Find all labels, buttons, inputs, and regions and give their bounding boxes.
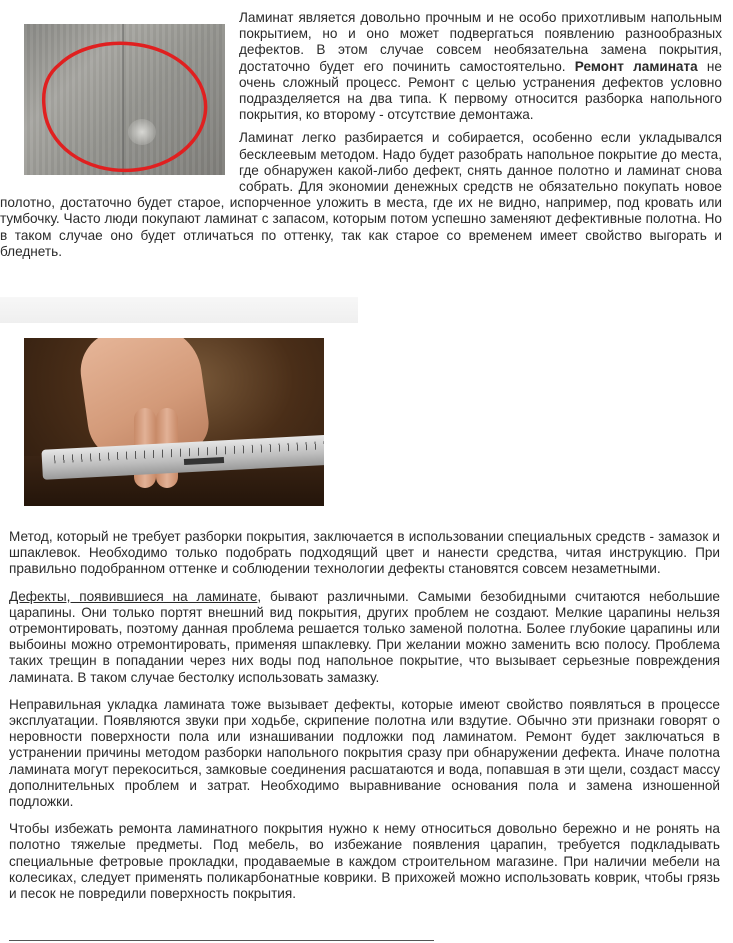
p1-text: Ламинат является довольно прочным и не особо прихотливым напольным покрытием, но и оно может подвергаться появлению разнообразных дефектов. В этом случае совсем необязательна замена покрытия, достаточно будет его починить самостоятельно.: [239, 10, 722, 74]
bottom-rule: [9, 940, 434, 941]
paragraph-3: Метод, который не требует разборки покрытия, заключается в использовании специальных средств - замазок и шпаклевок. Необходимо только подобрать подходящий цвет и нанести средства, читая инструкцию. При правильно подобранном оттенке и соблюдении технологии дефекты становятся совсем незаметными.: [9, 529, 720, 577]
p1-bold: Ремонт ламината: [574, 58, 698, 74]
red-circle-marking: [24, 24, 225, 175]
main-content: [9, 529, 720, 902]
defects-link[interactable]: Дефекты, появившиеся на ламинате: [9, 588, 258, 604]
hand-ruler-photo: [24, 338, 324, 506]
paragraph-4: [9, 589, 720, 686]
paragraph-5: Неправильная укладка ламината тоже вызывает дефекты, которые имеют свойство появляться в процессе эксплуатации. Появляются звуки при ходьбе, скрипение полотна или вздутие. Обычно эти признаки говорят о неровности поверхности пола или изнашивании подложки под ламинатом. Ремонт будет заключаться в устранении причины методом разборки напольного покрытия сразу при обнаружении дефекта. Иначе полотна ламината могут перекоситься, замковые соединения расшатаются и вода, попавшая в эти щели, создаст массу дополнительных проблем и затрат. Необходимо выравнивание основания пола и замена изношенной подложки.: [9, 696, 720, 810]
p1-rest: не очень сложный процесс. Ремонт с целью устранения дефектов условно подразделяется на два типа. К первому относится разборка напольного покрытия, ко второму - отсутствие демонтажа.: [239, 58, 722, 123]
divider-bar: [0, 297, 358, 323]
paragraph-6: Чтобы избежать ремонта ламинатного покрытия нужно к нему относиться довольно бережно и не ронять на полотно тяжелые предметы. Под мебель, во избежание появления царапин, требуется подкладывать специальные фетровые прокладки, продаваемые в каждом строительном магазине. При наличии мебели на колесиках, следует применять поликарбонатные коврики. В прихожей можно использовать коврик, чтобы грязь и песок не повредили поверхность покрытия.: [9, 821, 720, 902]
paragraph-2: Ламинат легко разбирается и собирается, особенно если укладывался бесклеевым методом. Надо будет разобрать напольное покрытие до места, где обнаружен какой-либо дефект, снять данное полотно и ламинат снова собрать. Для экономии денежных средств не обязательно покупать новое полотно, достаточно будет старое, испорченное уложить в места, где их не видно, например, под кровать или тумбочку. Часто люди покупают ламинат с запасом, которым потом успешно заменяют дефективные полотна. Но в таком случае оно будет отличаться по оттенку, так как старое со временем имеет свойство выгорать и бледнеть.: [0, 130, 722, 259]
intro-section: [0, 10, 722, 260]
p4-text: , бывают различными. Самыми безобидными считаются небольшие царапины. Они только портят внешний вид покрытия, других проблем не создают. Мелкие царапины нельзя отремонтировать, поэтому данная проблема решается только заменой полотна. Более глубокие царапины или выбоины можно отремонтировать, применяя шпаклевку. При желании можно заменить всю полосу. Проблема таких трещин в попадании через них воды под напольное покрытие, что вызывает серьезные повреждения ламината. В таком случае бестолку использовать замазку.: [9, 588, 720, 685]
laminate-defect-photo: [24, 24, 225, 175]
